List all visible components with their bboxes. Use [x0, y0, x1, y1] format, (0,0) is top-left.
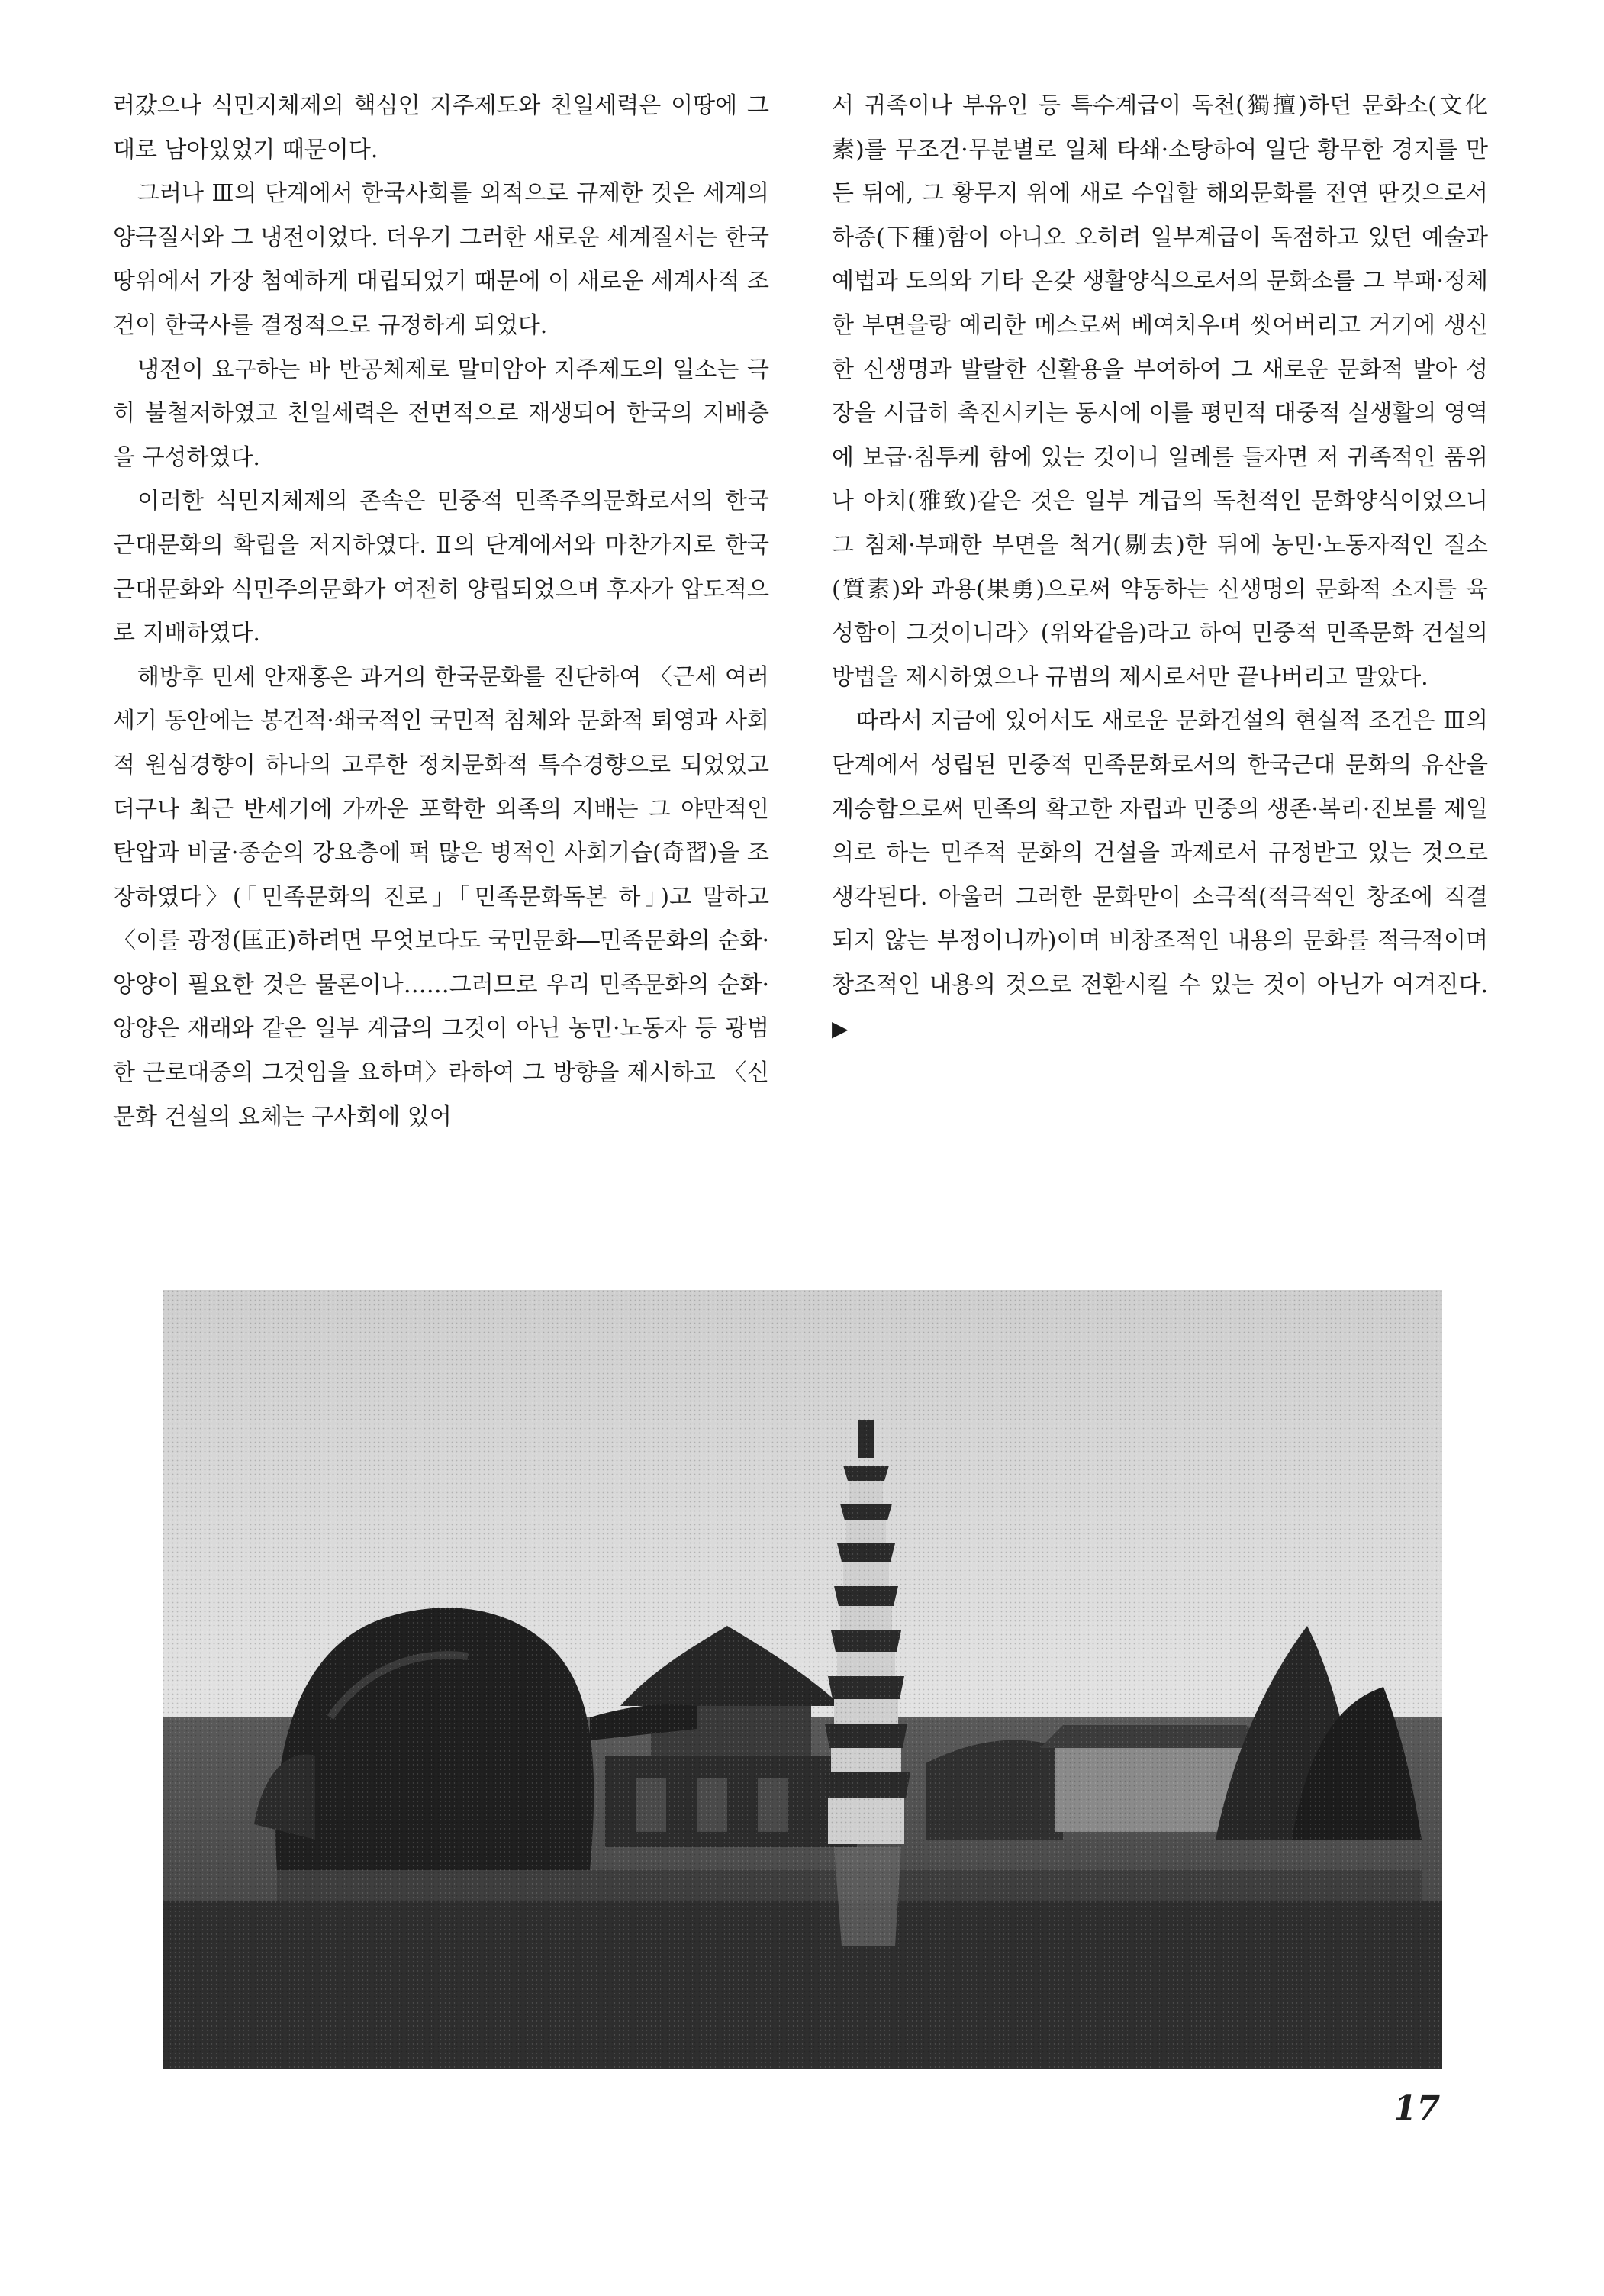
temple-pagoda-photo-icon	[163, 1290, 1442, 2069]
paragraph-text: 따라서 지금에 있어서도 새로운 문화건설의 현실적 조건은 Ⅲ의 단계에서 성립된 민중적 민족문화로서의 한국근대 문화의 유산을 계승함으로써 민족의 확고한 자립과 민중의 생존·복리·진보를 제일의로 하는 민주적 문화의 건설을 과제로서 규정받고 있는 것으로 생각된다. 아울러 그러한 문화만이 소극적(적극적인 창조에 직결되지 않는 부정이니까)이며 비창조적인 내용의 문화를 적극적이며 창조적인 내용의 것으로 전환시킬 수 있는 것이 아닌가 여겨진다.	[832, 708, 1488, 998]
paragraph: 해방후 민세 안재홍은 과거의 한국문화를 진단하여 〈근세 여러 세기 동안에는 봉건적·쇄국적인 국민적 침체와 문화적 퇴영과 사회적 원심경향이 하나의 고루한 정치문화적 특수경향으로 되었었고 더구나 최근 반세기에 가까운 포학한 외족의 지배는 그 야만적인 탄압과 비굴·종순의 강요층에 퍽 많은 병적인 사회기습(奇習)을 조장하였다〉(「민족문화의 진로」「민족문화독본 하」)고 말하고 〈이를 광정(匡正)하려면 무엇보다도 국민문화―민족문화의 순화·앙양이 필요한 것은 물론이나……그러므로 우리 민족문화의 순화·앙양은 재래와 같은 일부 계급의 그것이 아닌 농민·노동자 등 광범한 근로대중의 그것임을 요하며〉라하여 그 방향을 제시하고 〈신문화 건설의 요체는 구사회에 있어	[113, 663, 769, 1130]
end-arrow-icon: ▶	[832, 1016, 849, 1042]
paragraph: 이러한 식민지체제의 존속은 민중적 민족주의문화로서의 한국근대문화의 확립을 저지하였다. Ⅱ의 단계에서와 마찬가지로 한국근대문화와 식민주의문화가 여전히 양립되었으며 후자가 압도적으로 지배하였다.	[113, 488, 769, 647]
page-number: 17	[1393, 2089, 1441, 2128]
paragraph: 러갔으나 식민지체제의 핵심인 지주제도와 친일세력은 이땅에 그대로 남아있었기 때문이다.	[113, 92, 769, 163]
paragraph: 그러나 Ⅲ의 단계에서 한국사회를 외적으로 규제한 것은 세계의 양극질서와 그 냉전이었다. 더우기 그러한 새로운 세계질서는 한국땅위에서 가장 첨예하게 대립되었기 때문에 이 새로운 세계사적 조건이 한국사를 결정적으로 규정하게 되었다.	[113, 180, 769, 339]
paragraph: 냉전이 요구하는 바 반공체제로 말미암아 지주제도의 일소는 극히 불철저하였고 친일세력은 전면적으로 재생되어 한국의 지배층을 구성하였다.	[113, 356, 769, 471]
paragraph: 서 귀족이나 부유인 등 특수계급이 독천(獨擅)하던 문화소(文化素)를 무조건·무분별로 일체 타쇄·소탕하여 일단 황무한 경지를 만든 뒤에, 그 황무지 위에 새로 수입할 해외문화를 전연 딴것으로서 하종(下種)함이 아니오 오히려 일부계급이 독점하고 있던 예술과 예법과 도의와 기타 온갖 생활양식으로서의 문화소를 그 부패·정체한 부면을랑 예리한 메스로써 베여치우며 씻어버리고 거기에 생신한 신생명과 발랄한 신활용을 부여하여 그 새로운 문화적 발아 성장을 시급히 촉진시키는 동시에 이를 평민적 대중적 실생활의 영역에 보급·침투케 함에 있는 것이니 일례를 들자면 저 귀족적인 품위나 아치(雅致)같은 것은 일부 계급의 독천적인 문화양식이었으니 그 침체·부패한 부면을 척거(剔去)한 뒤에 농민·노동자적인 질소(質素)와 과용(果勇)으로써 약동하는 신생명의 문화적 소지를 육성함이 그것이니라〉(위와같음)라고 하여 민중적 민족문화 건설의 방법을 제시하였으나 규범의 제시로서만 끝나버리고 말았다.	[832, 92, 1488, 691]
left-text-column	[113, 84, 769, 1139]
paragraph	[832, 699, 1488, 1051]
right-text-column	[832, 84, 1488, 1051]
temple-pagoda-photo	[163, 1290, 1442, 2069]
